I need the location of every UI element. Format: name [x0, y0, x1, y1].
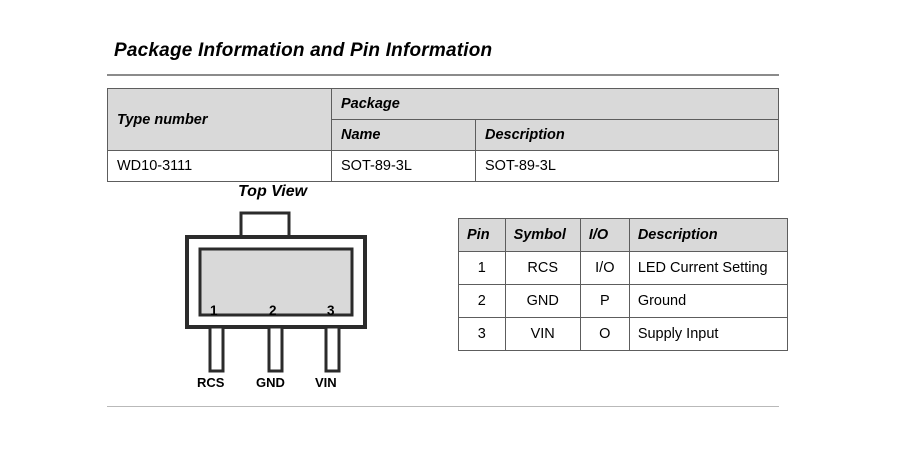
pin-number-1: 1 [210, 303, 218, 318]
symbol-cell: VIN [505, 318, 580, 351]
type-number-value: WD10-3111 [108, 151, 332, 182]
package-header: Package [332, 89, 779, 120]
description-cell: Ground [629, 285, 787, 318]
description-column-header: Description [629, 219, 787, 252]
io-column-header: I/O [580, 219, 629, 252]
io-cell: P [580, 285, 629, 318]
pin-name-1: RCS [197, 375, 225, 390]
footer-divider [107, 406, 779, 407]
heading-divider [107, 74, 779, 76]
symbol-cell: GND [505, 285, 580, 318]
package-description-header: Description [476, 120, 779, 151]
table-row [108, 89, 779, 120]
table-row [108, 151, 779, 182]
package-outline-drawing [180, 205, 380, 400]
io-cell: I/O [580, 252, 629, 285]
package-name-value: SOT-89-3L [332, 151, 476, 182]
pin-number-3: 3 [327, 303, 335, 318]
lead-3-shape [326, 327, 339, 371]
io-cell: O [580, 318, 629, 351]
table-header-row [459, 219, 788, 252]
pin-cell: 1 [459, 252, 506, 285]
pin-cell: 3 [459, 318, 506, 351]
top-view-label: Top View [238, 183, 308, 200]
pin-column-header: Pin [459, 219, 506, 252]
table-row [459, 318, 788, 351]
description-cell: Supply Input [629, 318, 787, 351]
package-description-value: SOT-89-3L [476, 151, 779, 182]
lead-2-shape [269, 327, 282, 371]
pin-name-2: GND [256, 375, 285, 390]
section-heading: Package Information and Pin Information [114, 40, 493, 61]
description-cell: LED Current Setting [629, 252, 787, 285]
symbol-cell: RCS [505, 252, 580, 285]
symbol-column-header: Symbol [505, 219, 580, 252]
pin-name-3: VIN [315, 375, 337, 390]
table-row [459, 252, 788, 285]
pin-number-2: 2 [269, 303, 277, 318]
lead-1-shape [210, 327, 223, 371]
pin-cell: 2 [459, 285, 506, 318]
package-information-table [107, 88, 779, 182]
pin-description-table [458, 218, 788, 351]
type-number-header: Type number [108, 89, 332, 151]
table-row [459, 285, 788, 318]
package-name-header: Name [332, 120, 476, 151]
